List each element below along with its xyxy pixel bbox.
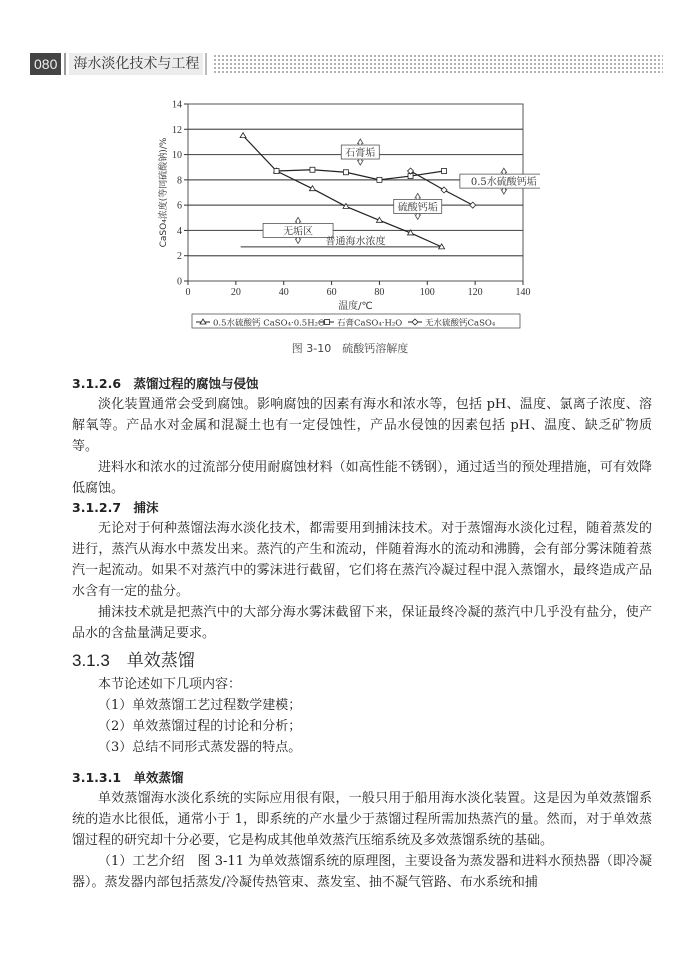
paragraph: 进料水和浓水的过流部分使用耐腐蚀材料（如高性能不锈钢），通过适当的预处理措施，可有效降低腐蚀。 [72,460,652,496]
section-heading: 3.1.2.6 蒸馏过程的腐蚀与侵蚀 [72,376,259,391]
header-divider [64,53,66,75]
y-tick-label: 8 [177,175,182,187]
figure-caption: 图 3-10 硫酸钙溶解度 [291,342,409,355]
x-tick-label: 60 [326,287,337,298]
square-marker [343,170,348,175]
square-marker [310,167,315,172]
section-3-1-2-6 [72,373,652,499]
legend-label: 0.5水硫酸钙 CaSO₄·0.5H₂O [213,318,325,329]
x-tick-label: 0 [185,287,191,298]
x-tick-label: 20 [230,287,241,298]
header-dot-pattern [213,54,663,74]
paragraph: 捕沫技术就是把蒸汽中的大部分海水雾沫截留下来，保证最终冷凝的蒸汽中几乎没有盐分，使产品水的含盐量满足要求。 [72,605,652,641]
seawater-concentration-label: 普通海水浓度 [325,236,386,248]
paragraph: 单效蒸馏海水淡化系统的实际应用很有限，一般只用于船用海水淡化装置。这是因为单效蒸馏系统的造水比很低，通常小于 1，即系统的产水量少于蒸馏过程所需加热蒸汽的量。然而，对于单效蒸馏过程的研究却十分必要，它是构成其他单效蒸汽压缩系统及多效蒸馏系统的基础。 [72,791,652,848]
square-marker [274,169,279,174]
section-heading: 3.1.3 单效蒸馏 [72,651,195,670]
section-3-1-3-1 [72,767,652,893]
x-tick-label: 120 [467,287,483,298]
x-tick-label: 40 [278,287,289,298]
paragraph: （1）工艺介绍 图 3-11 为单效蒸馏系统的原理图，主要设备为蒸发器和进料水预热器（即冷凝器）。蒸发器内部包括蒸发/冷凝传热管束、蒸发室、抽不凝气管路、布水系统和捕 [72,854,652,890]
legend-item [196,318,325,329]
y-tick-label: 12 [172,124,182,136]
scale-free-zone-label: 无垢区 [283,226,314,238]
square-marker [442,169,447,174]
intro-text: 本节论述如下几项内容： [98,677,242,692]
anhydrite-scale-label: 硫酸钙垢 [397,202,438,214]
running-header [30,52,663,76]
page-number: 080 [30,53,61,75]
x-tick-label: 80 [374,287,385,298]
x-tick-label: 140 [515,287,531,298]
plot-area [188,104,523,281]
section-3-1-3 [72,650,652,758]
y-tick-label: 0 [177,276,182,288]
list-item: （3）总结不同形式蒸发器的特点。 [98,740,302,755]
chart-legend [192,314,520,329]
paragraph: 淡化装置通常会受到腐蚀。影响腐蚀的因素有海水和浓水等，包括 pH、温度、氯离子浓度、溶解氧等。产品水对金属和混凝土也有一定侵蚀性，产品水侵蚀的因素包括 pH、温度、缺乏矿物质等。 [72,397,652,454]
y-tick-label: 6 [177,200,182,212]
section-3-1-2-7 [72,497,652,644]
square-marker [325,320,330,325]
y-tick-label: 10 [172,150,182,162]
section-heading: 3.1.3.1 单效蒸馏 [72,770,184,785]
book-title: 海水淡化技术与工程 [69,53,203,75]
paragraph: 无论对于何种蒸馏法海水淡化技术，都需要用到捕沫技术。对于蒸馏海水淡化过程，随着蒸发的进行，蒸汽从海水中蒸发出来。蒸汽的产生和流动，伴随着海水的流动和沸腾，会有部分雾沫随着蒸汽一起流动。如果不对蒸汽中的雾沫进行截留，它们将在蒸汽冷凝过程中混入蒸馏水，最终造成产品水含有一定的盐分。 [72,521,652,599]
x-axis-label: 温度/℃ [338,301,373,312]
hemihydrate-scale-label: 0.5水硫酸钙垢 [470,177,537,189]
square-marker [377,177,382,182]
y-tick-label: 4 [177,225,182,237]
list-item: （1）单效蒸馏工艺过程数学建模； [98,698,302,713]
section-heading: 3.1.2.7 捕沫 [72,500,159,515]
y-tick-label: 14 [172,99,182,111]
x-tick-label: 100 [419,287,435,298]
header-divider [205,53,207,75]
y-tick-label: 2 [177,251,182,263]
list-item: （2）单效蒸馏过程的讨论和分析； [98,719,302,734]
legend-label: 石膏CaSO₄·H₂O [337,318,403,329]
y-axis-label: CaSO₄浓度(等同硫酸钠)/% [159,137,169,248]
gypsum-scale-label: 石膏垢 [345,148,376,160]
legend-label: 无水硫酸钙CaSO₄ [425,318,496,329]
solubility-chart [140,95,540,340]
